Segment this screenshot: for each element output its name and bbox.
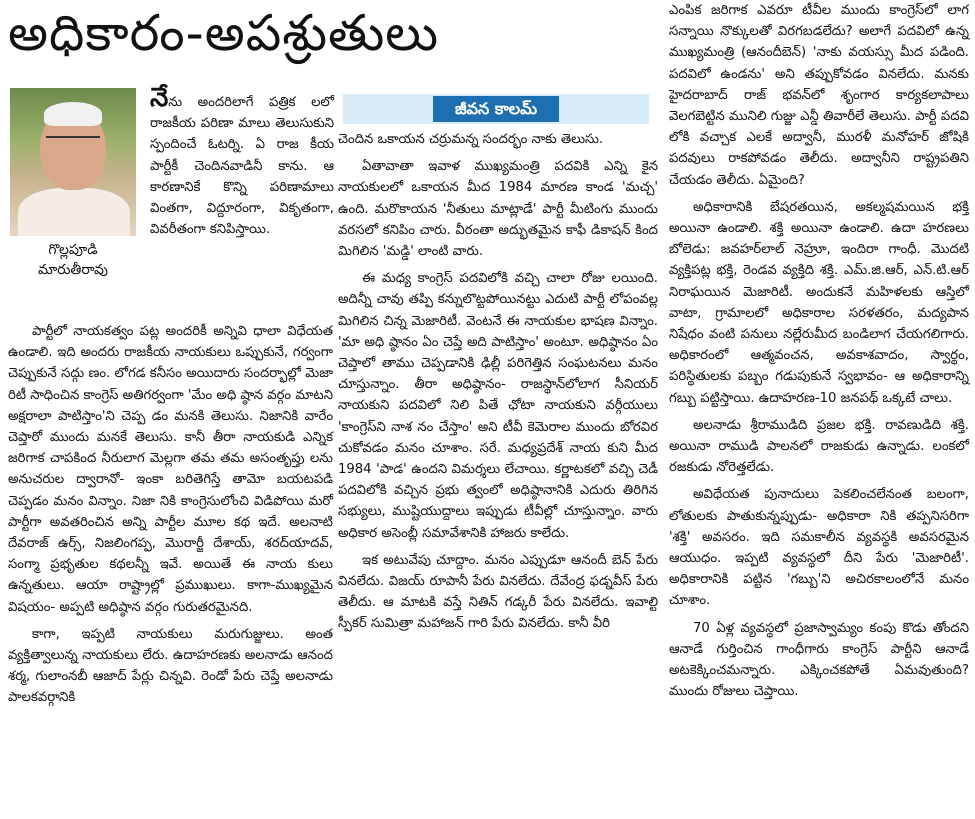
column-banner — [343, 94, 649, 124]
col3-paragraph-4: అవిధేయత పునాదులు పెకలించలేనంత బలంగా, లోతులకు పాతుకున్నప్పుడు- అధికారా నికి తప్పనిసరిగా 'శక్తి' అవసరం. ఇది సమకాలీన వ్యవస్థకి అవసరమైన ఆయుధం. ఇప్పటి వ్యవస్థలో దీని పేరు 'మెజారిటీ'. అధికారానికి పట్టిన 'గబ్బు'ని అచిరకాలంలోనే మనం చూశాం. — [669, 487, 969, 609]
col1-paragraph-2: కాగా, ఇప్పటి నాయకులు మరుగుజ్జులు. అంత వ్యక్తిత్వాలున్న నాయకులు లేరు. ఉదాహరణకు అలనాడు ఆనంద శర్మ, గులాంనబీ ఆజాద్ పేర్లు చిన్నవి. రెండో పేరు చెప్తే అలనాడు పాలకవర్గానికి — [8, 626, 333, 706]
col1-intro — [150, 83, 334, 240]
photo-hair — [44, 102, 102, 126]
column-banner-label: జీవన కాలమ్ — [433, 96, 559, 122]
author-name — [10, 236, 136, 296]
photo-glasses — [46, 136, 100, 150]
col2-paragraph-4: ఇక అటువేపు చూద్దాం. మనం ఎప్పుడూ ఆనందీ బెన్ పేరు వినలేదు. విజయ్ రూపానీ పేరు వినలేదు. దేవేంద్ర ఫడ్నవీస్ పేరు తెలీదు. ఆ మాటకి వస్తే నితిన్ గడ్కరీ పేరు వినలేదు. ఇవాల్టి స్పీకర్ సుమిత్రా మహాజన్ గారి పేరు వినలేదు. కానీ వీరి — [338, 552, 658, 632]
author-photo — [10, 88, 136, 238]
dropcap: నే — [150, 83, 169, 113]
author-name-line1: గొల్లపూడి — [48, 242, 98, 258]
photo-shirt — [18, 188, 130, 238]
col3-paragraph-2: అధికారానికి బేషరతయిన, అకల్మషమయిన భక్తి అయినా ఉండాలి. శక్తి అయినా ఉండాలి. ఉదా హరణలు బోలెడు: జవహర్‌లాల్ నెహ్రూ, ఇందిరా గాంధీ. మొదటి వ్యక్తిపట్ల భక్తి, రెండవ వ్యక్తిది శక్తి. ఎమ్.జి.ఆర్, ఎన్.టి.ఆర్ నిరాఘయిన మెజారిటీ. అందుకనే మహిళలకు ఆస్తిలో వాటా, గ్రామాలలో అధికారాల సరళతరం, మద్యపాన నిషేధం వంటి పనులు నల్లేరుమీద బండిలాగ చేయగలిగారు. అధికారంలో ఆత్మవంచన, అవకాశవాదం, స్వార్థం, పరిస్థితులకు పబ్బం గడుపుకునే స్వభావం- ఆ అధికారాన్ని గబ్బు పట్టిస్తాయి. ఉదాహరణ-10 జనపథ్ ఒక్కటే చాలు. — [669, 199, 969, 406]
headline: అధికారం-అపశ్రుతులు — [8, 4, 439, 62]
column-2 — [338, 129, 658, 635]
col1-intro-text: ను అందరిలాగే పత్రిక లలో రాజకీయ పరిణా మాలు తెలుసుకుని స్పందించే ఓటర్ని. ఏ రాజ కీయ పార్టీకీ చెందినవాడినీ కాను. ఆ కారణానికే కొన్ని పరిణామాలు వింతగా, విద్దూరంగా, వికృతంగా, వివరీతంగా కనిపిస్తాయి. — [150, 95, 334, 238]
author-name-line2: మారుతీరావు — [37, 262, 109, 278]
col1-paragraph-1: పార్టీలో నాయకత్వం పట్ల అందరికీ అన్నివి ధాలా విధేయత ఉండాలి. ఇది అందరు రాజకీయ నాయకులు ఒప్పుకునే, గర్వంగా చెప్పుకునే సద్గు ణం. లోగడ కనీసం అయిదారు సందర్భాల్లో మెజా రిటీ సాధించిన కాంగ్రెస్ అతిగర్వంగా 'మేం అధి ష్ఠాన వర్గం మాటని అక్షరాలా పాటిస్తాం'ని చెప్ప డం మనకి తెలుసు. నిజానికి వారేం చెప్తారో ముందు మనకే తెలుసు. కానీ తీరా నాయకుడి ఎన్నిక జరిగాక చాపకింద నీరులాగ మెల్లగా తమ తమ అసంతృప్తు లను అనుచరుల ద్వారానో- ఇంకా బరితెగిస్తే తామో బయటపడి చెప్పడం మనం విన్నాం. నిజా నికి కాంగ్రెసులోంచి విడిపోయి మరో పార్టీగా అవతరించిన అన్ని పార్టీల మూల కథ ఇదే. అలనాటి దేవరాజ్ ఉర్స్, నిజలింగప్ప, మొరార్జీ దేశాయ్, శరద్‌యాదవ్, సంగ్మా ప్రభృతుల కథలన్నీ ఇవే. అయితే ఈ నాయ కులు ఉన్నతులు. ఆయా రాష్ట్రాల్లో ప్రముఖులు. కాగా-ముఖ్యమైన విషయం- అప్పటి అధిష్ఠాన వర్గం గురుతరమైనది. — [8, 324, 333, 615]
col2-paragraph-2: ఏతావాతా ఇవాళ ముఖ్యమంత్రి పదవికి ఎన్ని కైన నాయకులలో ఒకాయన మీద 1984 మారణ కాండ 'మచ్చ' ఉంది. మరొకాయన 'నీతులు మాట్లాడే' పార్టీ మీటింగు ముందు వరసలో కనిపిం చారు. వీరంతా అద్భుతమైన కాఫీ డికాషన్ కింద మిగిలిన 'మడ్డి' లాంటి వారు. — [338, 159, 658, 260]
col2-paragraph-3: ఈ మధ్య కాంగ్రెస్ పదవిలోకి వచ్చి చాలా రోజు లయింది. అదిన్నీ చావు తప్పి కన్నులొట్టపోయినట్టు ఎదుటి పార్టీ లోపంవల్ల మిగిలిన చిన్న మెజారిటీ. వెంటనే ఈ నాయకుల భాషణ విన్నాం. 'మా అధి ష్ఠానం ఏం చెప్తే అది పాటిస్తాం' అంటూ. అధిష్ఠానం ఏం చెప్తాలో తాము చెప్పడానికి ఢిల్లీ పరిగెత్తిన సంఘటనలు మనం చూస్తున్నాం. తీరా అధిష్ఠానం- రాజస్థాన్‌లోలాగ సీనియర్ నాయకుని పదవిలో నిలి పితే ఛోటా నాయకుని వర్గీయులు 'కాంగ్రెస్‌ని నాశ నం చేస్తాం' అని టీవీ కెమెరాల ముందు బోరవిర చుకోవడం మనం చూశాం. సరే. మధ్యప్రదేశ్ నాయ కుని మీద 1984 'పాడ' ఉందని విమర్శలు లేచాయి. కర్ణాటకలో వచ్చి చెడీ పదవిలోకి వచ్చిన ప్రభు త్వంలో అధిష్ఠానానికి ఎదురు తిరిగిన సభ్యులు, ముష్టియుద్దాలు ఇప్పుడు టీవీల్లో చూస్తున్నాం. వారు అధికార అసెంబ్లీ సమావేశానికి హాజరు కాలేదు. — [338, 271, 658, 541]
col3-paragraph-5: 70 ఏళ్ల వ్యవస్థలో ప్రజాస్వామ్యం కంపు కొడు తోందని ఆనాడే గుర్తించిన గాంధీగారు కాంగ్రెస్ పార్టీని ఆనాడే అటకెక్కించమన్నారు. ఎక్కించకపోతే ఏమవుతుంది? ముందు రోజులు చెప్తాయి. — [669, 620, 969, 700]
col3-paragraph-1: ఎంపిక జరిగాక ఎవరూ టీవీల ముందు కాంగ్రెస్‌లో లాగ సన్నాయి నొక్కులతో విరగబడలేదు? అలాగే పదవిలో ఉన్న ముఖ్యమంత్రి (ఆనందీబెన్) 'నాకు వయస్సు మీద పడింది. పదవిలో ఉండను' అని తప్పుకోవడం వినలేదు. మనకు హైదరాబాద్ రాజ్ భవన్‌లో శృంగార కార్యకలాపాలు వెలగబెట్టిన మునిలి గుజ్జు ఎన్డీ తివారీలే తెలుసు. పార్టీ పదవి లోకి వచ్చాక ఎలకే అద్వానీ, మురళీ మనోహర్ జోషికి పదవులు రాకపోవడం తెలీదు. అద్వానీని రాష్ట్రపతిని చేయడం తెలీదు. ఏమైంది? — [669, 3, 969, 188]
column-3 — [669, 0, 969, 703]
col3-paragraph-3: అలనాడు శ్రీరాముడిది ప్రజల భక్తి. రావణుడిది శక్తి. అయినా రాముడి పాలనలో రాజకుడు ఉన్నాడు. లంకలో రజకుడు నోరెత్తలేడు. — [669, 417, 969, 476]
col2-paragraph-1: చెందిన ఒకాయన చర్రుమన్న సందర్భం నాకు తెలుసు. — [338, 132, 604, 147]
